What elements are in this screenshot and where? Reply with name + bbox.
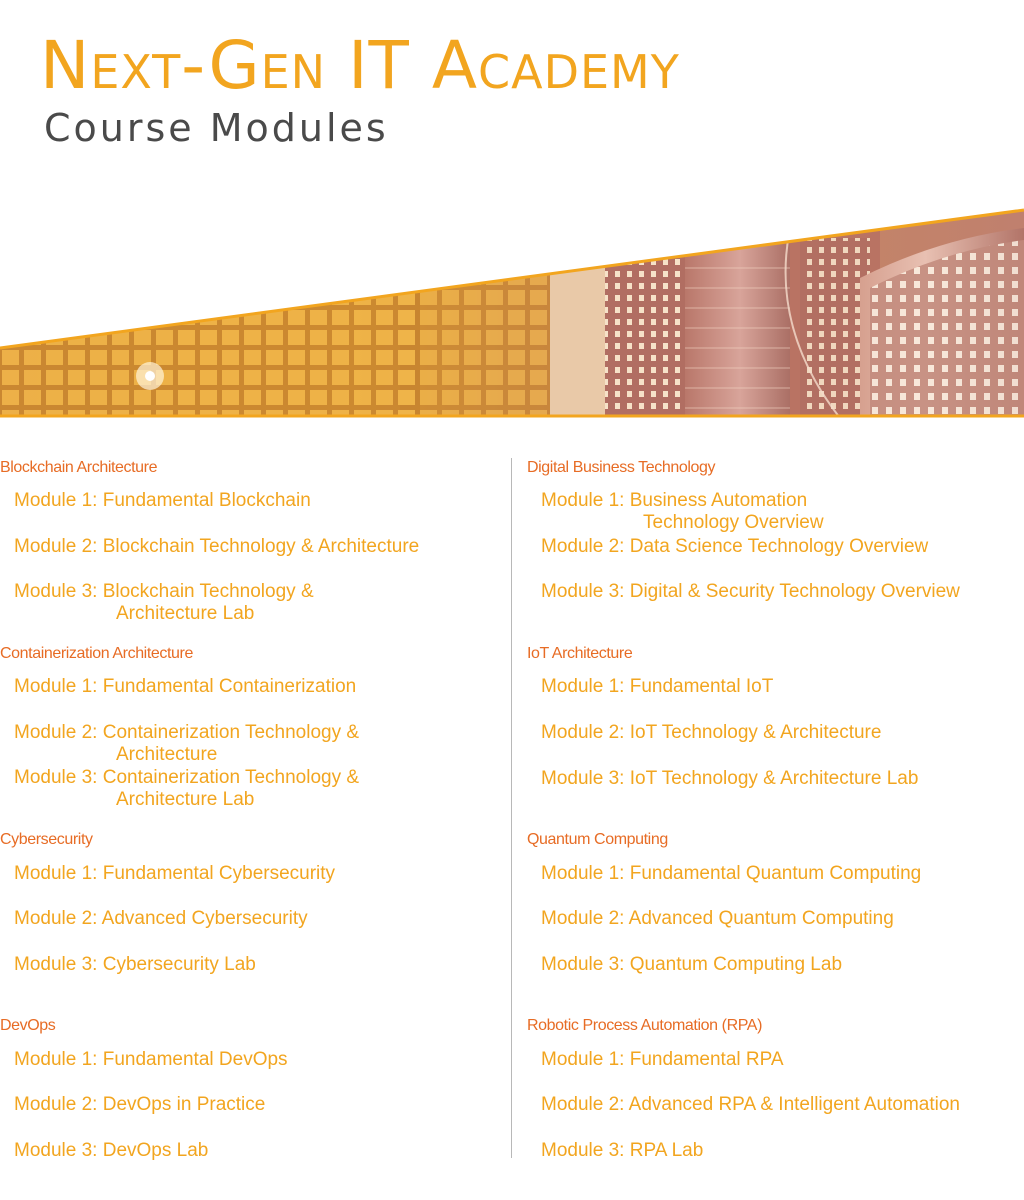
section-title: IoT Architecture	[527, 645, 633, 662]
module-item: Module 3: Quantum Computing Lab	[541, 954, 843, 975]
course-section	[0, 827, 500, 975]
module-item: Module 3: RPA Lab	[541, 1140, 704, 1161]
module-item: Module 2: IoT Technology & Architecture	[541, 722, 882, 743]
page-title: Next-Gen IT Academy	[40, 27, 680, 104]
module-item: Module 1: Fundamental Cybersecurity	[14, 863, 336, 884]
section-title: Containerization Architecture	[0, 645, 193, 662]
module-item: Module 2: Advanced RPA & Intelligent Automation	[541, 1094, 960, 1115]
section-title: Digital Business Technology	[527, 459, 716, 476]
module-item: Module 3: Containerization Technology & Architecture Lab	[14, 767, 360, 810]
module-item: Module 1: Fundamental DevOps	[14, 1049, 288, 1070]
course-section	[527, 455, 1024, 602]
module-item: Module 2: Advanced Quantum Computing	[541, 908, 894, 929]
module-item: Module 2: Containerization Technology & Architecture	[14, 722, 360, 765]
city-buildings-banner	[0, 208, 1024, 424]
module-item: Module 2: Data Science Technology Overview	[541, 536, 929, 557]
section-title: Cybersecurity	[0, 831, 93, 848]
module-item: Module 1: Fundamental Quantum Computing	[541, 863, 922, 884]
module-item: Module 3: Blockchain Technology & Architecture Lab	[14, 581, 314, 624]
module-item: Module 2: Blockchain Technology & Architecture	[14, 536, 420, 557]
section-title: DevOps	[0, 1017, 56, 1034]
section-title: Quantum Computing	[527, 831, 668, 848]
course-section	[527, 641, 1024, 789]
module-item: Module 1: Fundamental IoT	[541, 676, 774, 697]
module-item: Module 1: Fundamental Containerization	[14, 676, 357, 697]
course-section	[0, 641, 500, 810]
module-item: Module 3: Digital & Security Technology Overview	[541, 581, 960, 602]
module-item: Module 3: Cybersecurity Lab	[14, 954, 256, 975]
module-item: Module 1: Fundamental Blockchain	[14, 490, 311, 511]
module-item: Module 2: Advanced Cybersecurity	[14, 908, 308, 929]
module-item: Module 2: DevOps in Practice	[14, 1094, 266, 1115]
module-item: Module 3: IoT Technology & Architecture Lab	[541, 768, 919, 789]
module-item: Module 3: DevOps Lab	[14, 1140, 209, 1161]
course-section	[527, 1013, 1024, 1161]
module-item: Module 1: Fundamental RPA	[541, 1049, 784, 1070]
page-subtitle: Course Modules	[44, 106, 389, 150]
course-section	[0, 455, 500, 624]
section-title: Robotic Process Automation (RPA)	[527, 1017, 763, 1034]
module-item: Module 1: Business Automation Technology Overview	[541, 490, 824, 533]
course-section	[527, 827, 1024, 975]
section-title: Blockchain Architecture	[0, 459, 158, 476]
column-divider	[511, 458, 512, 1158]
course-section	[0, 1013, 500, 1161]
